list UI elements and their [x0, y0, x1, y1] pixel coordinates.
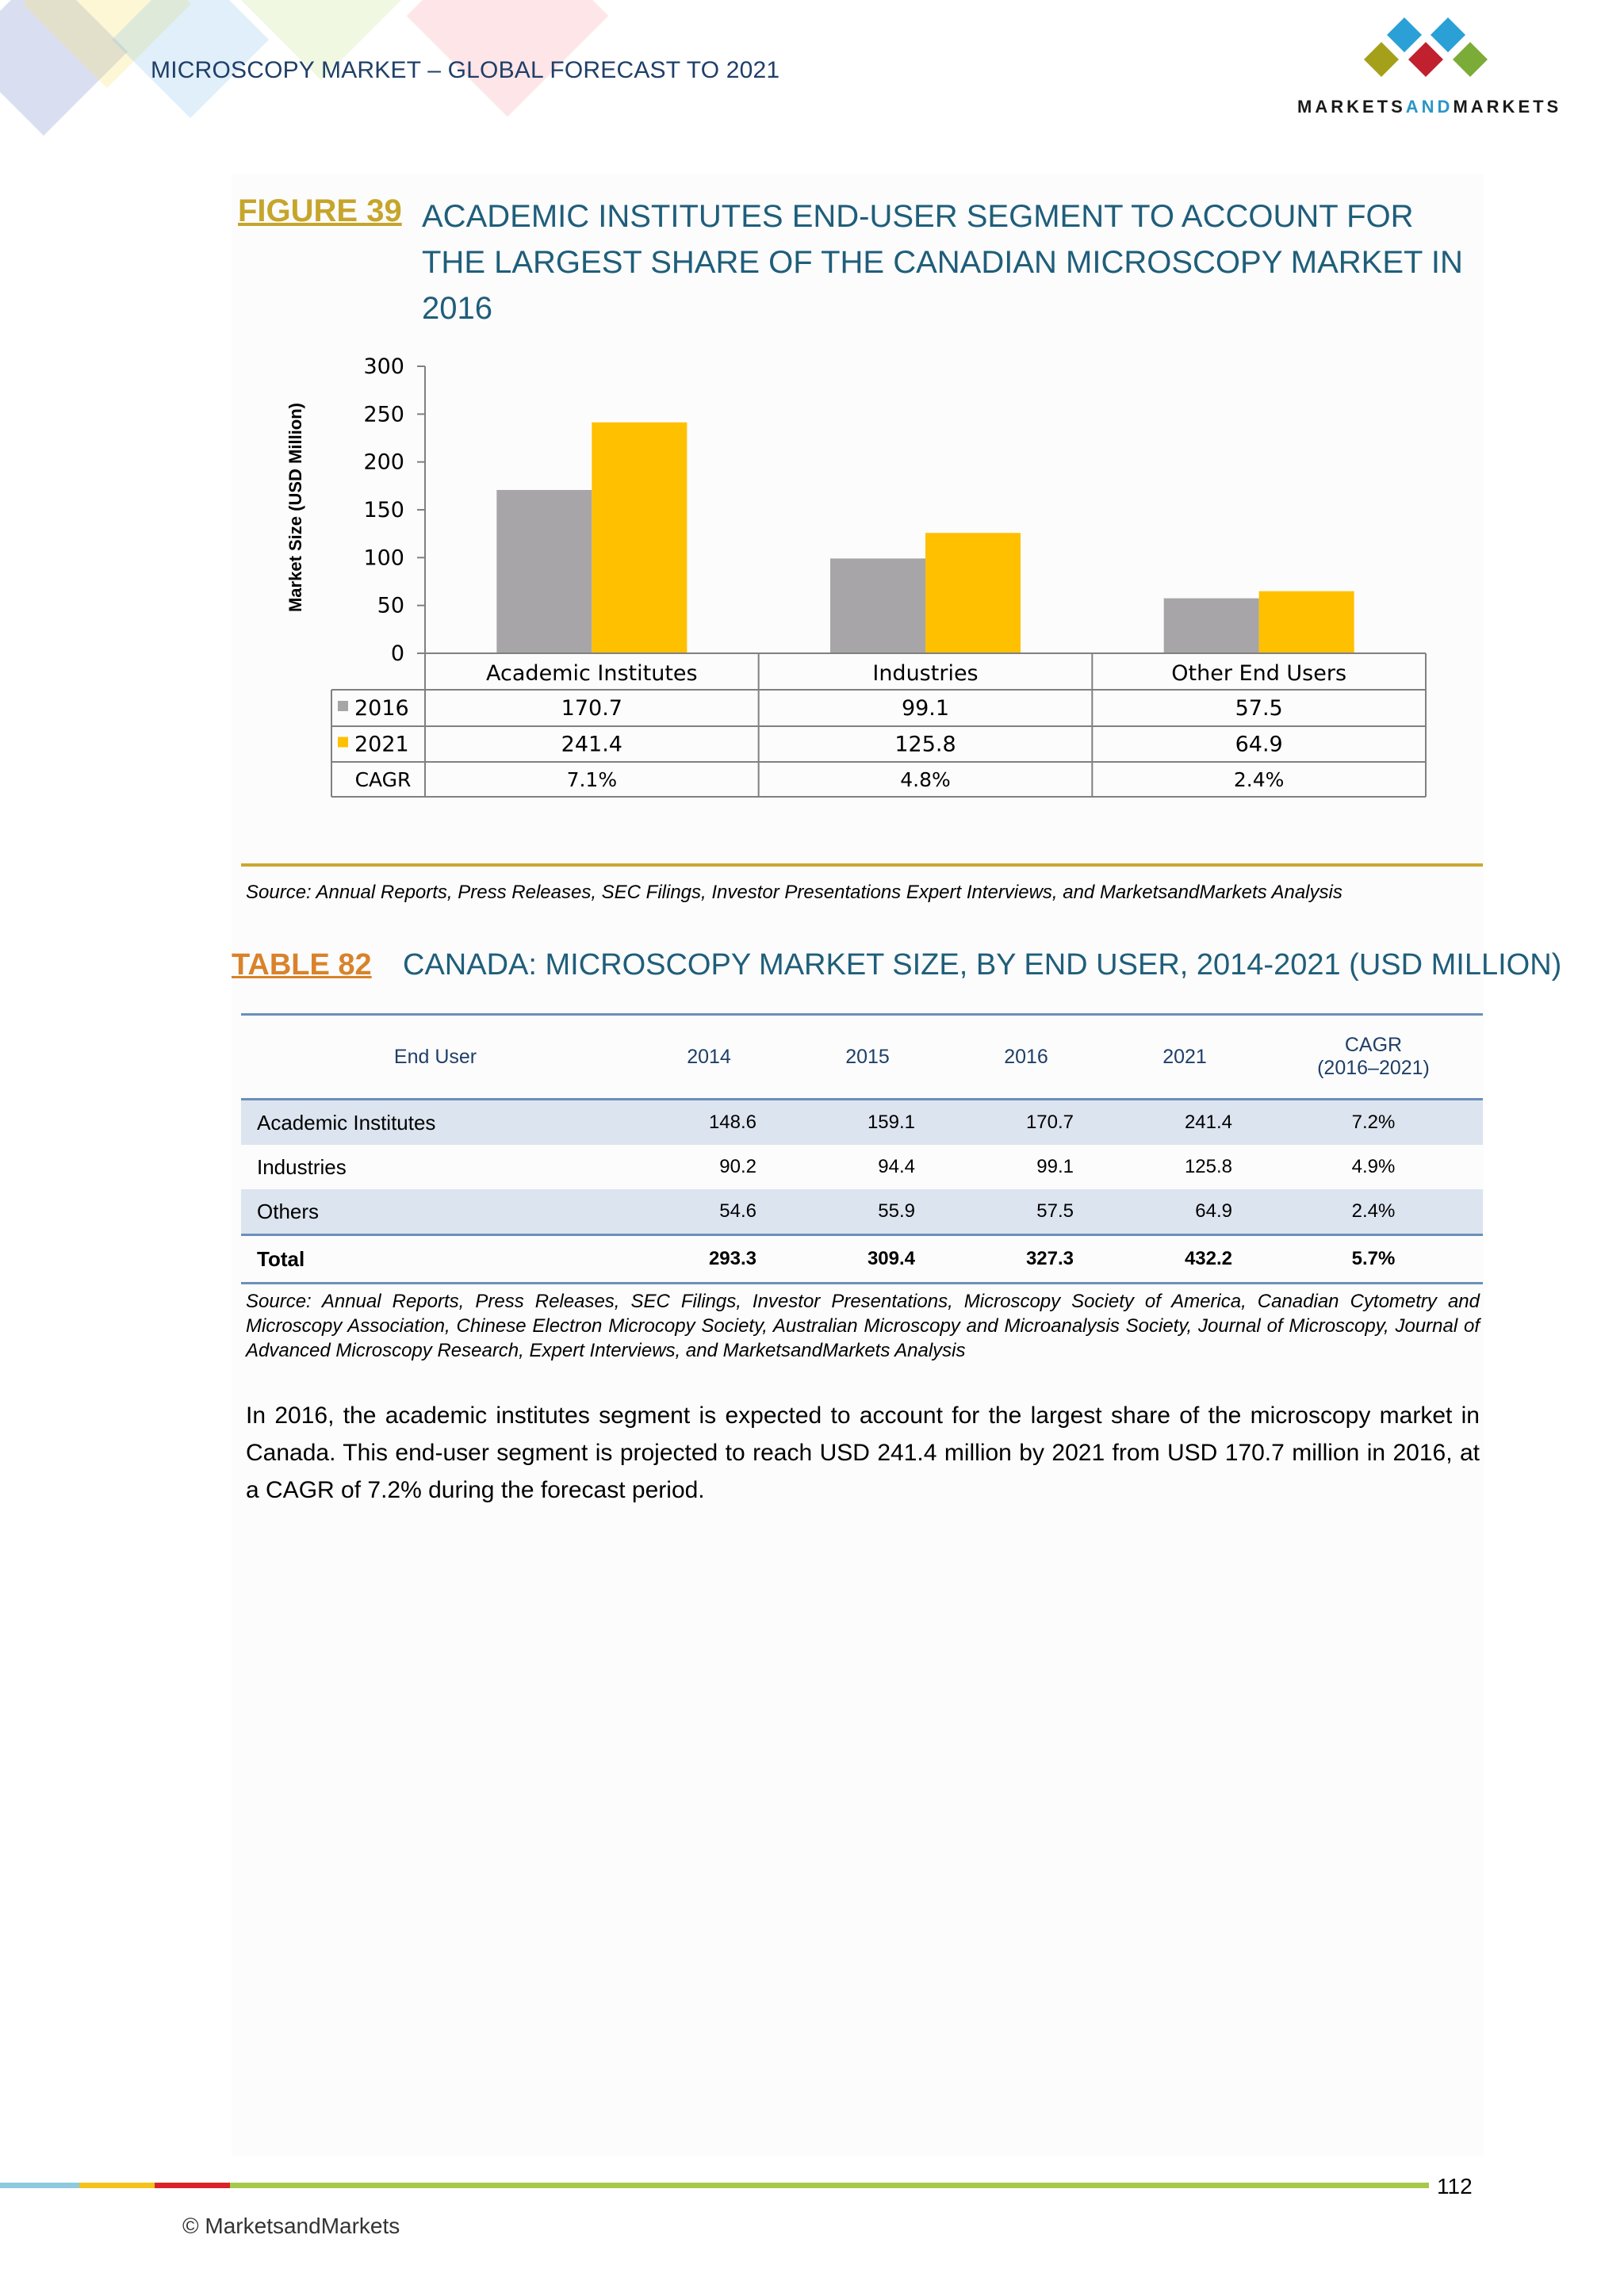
row-name: Industries [257, 1154, 347, 1179]
legend-key-2016 [338, 701, 348, 711]
bar-chart [0, 0, 1624, 872]
header-2014: 2014 [630, 1015, 788, 1100]
header-2015: 2015 [788, 1015, 947, 1100]
row-name: Academic Institutes [241, 1100, 630, 1146]
bar-2021 [925, 533, 1021, 653]
category-label: Other End Users [1171, 661, 1347, 686]
cagr-value: 2.4% [1233, 768, 1285, 791]
table-total-row [241, 1235, 1483, 1284]
table-label: TABLE 82 [232, 948, 372, 982]
cell-cagr: 4.9% [1351, 1156, 1396, 1177]
footer-color-bar [79, 2183, 155, 2188]
table-header-row [241, 1015, 1483, 1100]
legend-key-2021 [338, 737, 348, 748]
table-row [241, 1189, 1483, 1235]
category-label: Academic Institutes [486, 661, 698, 686]
cell-2016: 57.5 [947, 1189, 1105, 1235]
cagr-value: 4.8% [900, 768, 951, 791]
data-label: 125.8 [894, 732, 956, 757]
y-tick-label: 50 [377, 593, 404, 618]
chart-y-axis-label: Market Size (USD Million) [285, 402, 305, 613]
cell-2015: 159.1 [788, 1100, 947, 1146]
table-row [241, 1100, 1483, 1146]
header-2021: 2021 [1105, 1015, 1264, 1100]
body-paragraph: In 2016, the academic institutes segment is expected to account for the largest share of the microscopy market in Canada. This end-user segment is projected to reach USD 241.4 million by 2021 from USD 170.7 million in 2016, at a CAGR of 7.2% during the forecast period. [246, 1402, 1480, 1503]
footer-color-bar [0, 2183, 79, 2188]
header-end-user: End User [241, 1015, 630, 1100]
bar-2016 [1164, 599, 1259, 653]
page-number: 112 [1437, 2174, 1473, 2198]
header-cagr: CAGR (2016–2021) [1264, 1015, 1483, 1100]
copyright-text: © MarketsandMarkets [182, 2214, 400, 2238]
figure-source: Source: Annual Reports, Press Releases, SEC Filings, Investor Presentations Expert Interviews, and MarketsandMarkets Analysis [246, 882, 1342, 903]
cell-2021: 125.8 [1184, 1156, 1232, 1177]
data-label: 57.5 [1235, 696, 1283, 721]
total-2021: 432.2 [1105, 1235, 1264, 1284]
bar-2021 [592, 423, 687, 653]
total-cagr: 5.7% [1264, 1235, 1483, 1284]
legend-label: 2021 [354, 732, 409, 757]
logo-wordmark: MARKETSANDMARKETS [1297, 97, 1562, 117]
total-2016: 327.3 [947, 1235, 1105, 1284]
cell-2021: 64.9 [1105, 1189, 1264, 1235]
cell-2014: 54.6 [630, 1189, 788, 1235]
cagr-value: 7.1% [566, 768, 618, 791]
cell-2014: 90.2 [719, 1156, 756, 1177]
document-header-title: MICROSCOPY MARKET – GLOBAL FORECAST TO 2021 [151, 57, 780, 83]
y-tick-label: 0 [390, 641, 404, 666]
figure-label: FIGURE 39 [238, 193, 402, 228]
table-row [241, 1145, 1483, 1189]
y-tick-label: 200 [363, 450, 404, 475]
footer-color-bar [230, 2183, 1429, 2188]
cell-2016: 99.1 [1036, 1156, 1074, 1177]
data-label: 170.7 [561, 696, 622, 721]
cell-2015: 94.4 [878, 1156, 915, 1177]
data-label: 64.9 [1235, 732, 1283, 757]
figure-divider [241, 863, 1483, 867]
y-tick-label: 100 [363, 545, 404, 571]
cagr-row-label: CAGR [354, 768, 412, 791]
cell-cagr: 7.2% [1264, 1100, 1483, 1146]
y-tick-label: 150 [363, 498, 404, 522]
footer-color-bar [155, 2183, 230, 2188]
market-size-table [241, 1013, 1483, 1284]
header-2016: 2016 [947, 1015, 1105, 1100]
legend-label: 2016 [354, 696, 409, 721]
cell-cagr: 2.4% [1264, 1189, 1483, 1235]
cell-2014: 148.6 [630, 1100, 788, 1146]
cell-2015: 55.9 [788, 1189, 947, 1235]
total-2014: 293.3 [630, 1235, 788, 1284]
cell-2021: 241.4 [1105, 1100, 1264, 1146]
y-tick-label: 300 [363, 354, 404, 379]
data-label: 241.4 [561, 732, 622, 757]
row-name: Others [241, 1189, 630, 1235]
total-label: Total [241, 1235, 630, 1284]
table-source: Source: Annual Reports, Press Releases, SEC Filings, Investor Presentations, Microscopy Society of America, Canadian Cytometry and Microscopy Association, Chinese Electron Microcopy Society, Australian Microscopy and Microanalysis Society, Journal of Microscopy, Journal of Advanced Microscopy Research, Expert Interviews, and MarketsandMarkets Analysis [246, 1291, 1480, 1361]
table-title: CANADA: MICROSCOPY MARKET SIZE, BY END USER, 2014-2021 (USD MILLION) [403, 948, 1562, 982]
category-label: Industries [872, 661, 979, 686]
figure-title: ACADEMIC INSTITUTES END-USER SEGMENT TO ACCOUNT FOR THE LARGEST SHARE OF THE CANADIAN MICROSCOPY MARKET IN 2016 [422, 199, 1463, 326]
total-2015: 309.4 [788, 1235, 947, 1284]
bar-2016 [496, 490, 592, 653]
cell-2016: 170.7 [947, 1100, 1105, 1146]
bar-2021 [1259, 591, 1354, 653]
data-label: 99.1 [901, 696, 950, 721]
bar-2016 [830, 558, 925, 653]
y-tick-label: 250 [363, 402, 404, 427]
